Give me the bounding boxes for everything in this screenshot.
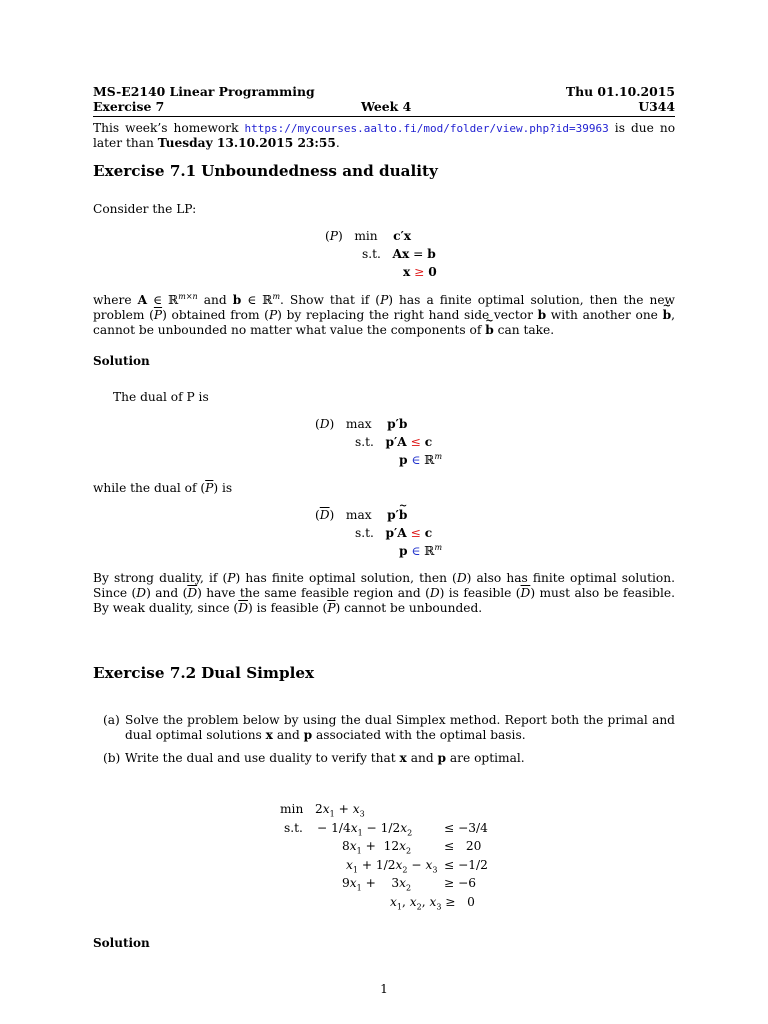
list-item: (a) Solve the problem below by using the dual Simplex method. Report both the primal and dual optimal solutions x and p associated with the optimal basis. (103, 713, 675, 742)
solution-label-7-1: Solution (93, 354, 150, 368)
notice-text: This week’s homework (93, 121, 239, 135)
exercise-7-2-heading (93, 666, 675, 681)
room-label: U344 (638, 99, 675, 114)
exercise-number: Exercise 7.1 (93, 162, 197, 180)
date-label: Thu 01.10.2015 (565, 84, 675, 99)
consider-text: Consider the LP: (93, 202, 197, 216)
ex71-problem-statement: where A ∈ ℝ$^{m\times n}$ and b ∈ ℝ$^m$. Show that if (P) has a finite optimal solution, then the new problem $(\overline{P})$ obtained from (P) by replacing the right hand side vector b with another one ~ b, cannot be unbounded no matter what value the components of ~ b can take. (93, 293, 675, 338)
exercise-title: Unboundedness and duality (201, 162, 438, 180)
homework-notice (93, 121, 675, 151)
ex71-conclusion: By strong duality, if (P) has finite optimal solution, then (D) also has finite optimal solution. Since (D) and $(\overline{D})$ have the same feasible region and (D) is feasible $(\overline{D})$ must also be feasible. By weak duality, since $(\overline{D})$ is feasible $(\overline{P})$ cannot be unbounded. (93, 571, 675, 615)
exercise-label: Exercise 7 (93, 99, 165, 114)
exercise-number: Exercise 7.2 (93, 664, 197, 682)
week-label: Week 4 (361, 99, 412, 114)
exercise-7-1-heading (93, 164, 675, 179)
header-rule (93, 116, 675, 117)
notice-end: . (335, 136, 340, 150)
list-item: (b) Write the dual and use duality to verify that x and p are optimal. (103, 751, 525, 765)
ex72-task-list (103, 713, 675, 766)
course-title: MS-E2140 Linear Programming (93, 84, 315, 99)
dual-intro: The dual of P is (113, 390, 209, 404)
deadline: Tuesday 13.10.2015 23:55 (157, 136, 336, 150)
page-number: 1 (380, 982, 388, 996)
solution-label-7-2: Solution (93, 936, 150, 950)
document-page: MS-E2140 Linear Programming Exercise 7 Week 4 Thu 01.10.2015 U344 This week’s homework https://mycourses.aalto.fi/mod/folder/view.php?id=39963 is due no later than Tuesday 13.10.2015 23:55. Exercise 7.1 Unboundedness and duality Consider the LP: (P) min c′x s.t. Ax = b x ≥ 0 where A ∈ ℝ$^{m\times n}$ and b ∈ ℝ$^m$. Show that if (P) has a finite optimal solution, then the new problem $(\overline{P})$ obtained from (P) by replacing the right hand side vector b with another one ~ b, cannot be unbounded no matter what value the components of ~ b can take. Solution The dual of P is (D) max p′b s.t. p′A ≤ c p ∈ ℝ$^m$ while the dual of $(\overline{P})$ is $(\overline{D})$ max p′~ b s.t. p′A ≤ c p ∈ ℝ$^m$ By strong duality, if (P) has finite optimal solution, then (D) also has finite optimal solution. Since (D) and $(\overline{D})$ have the same feasible region and (D) is feasible $(\overline{D})$ must also be feasible. By weak duality, since $(\overline{D})$ is feasible $(\overline{P})$ cannot be unbounded. Exercise 7.2 Dual Simplex (a) Solve the problem below by using the dual Simplex method. Report both the primal and dual optimal solutions x and p associated with the optimal basis. (b) Write the dual and use duality to verify that x and p are optimal. min $2x_1 + x_3$ s.t. − $1/4x_1 - 1/2x_2$ ≤ −3/4 $8x_1 + 12x_2$ ≤ 20 $x_1 + 1/2x_2 - x_3$ ≤ −1/2 $9x_1$ + $3x_2$ ≥ −6 $x_1$, $x_2$, $x_3 \ge 0$ Solution (93, 84, 675, 151)
homework-link[interactable]: https://mycourses.aalto.fi/mod/folder/view.php?id=39963 (244, 122, 609, 135)
exercise-title: Dual Simplex (201, 664, 315, 682)
dual-bar-intro: while the dual of $(\overline{P})$ is (93, 481, 233, 495)
notice-text-2: is due no later than (93, 121, 676, 150)
page-header (93, 84, 675, 114)
